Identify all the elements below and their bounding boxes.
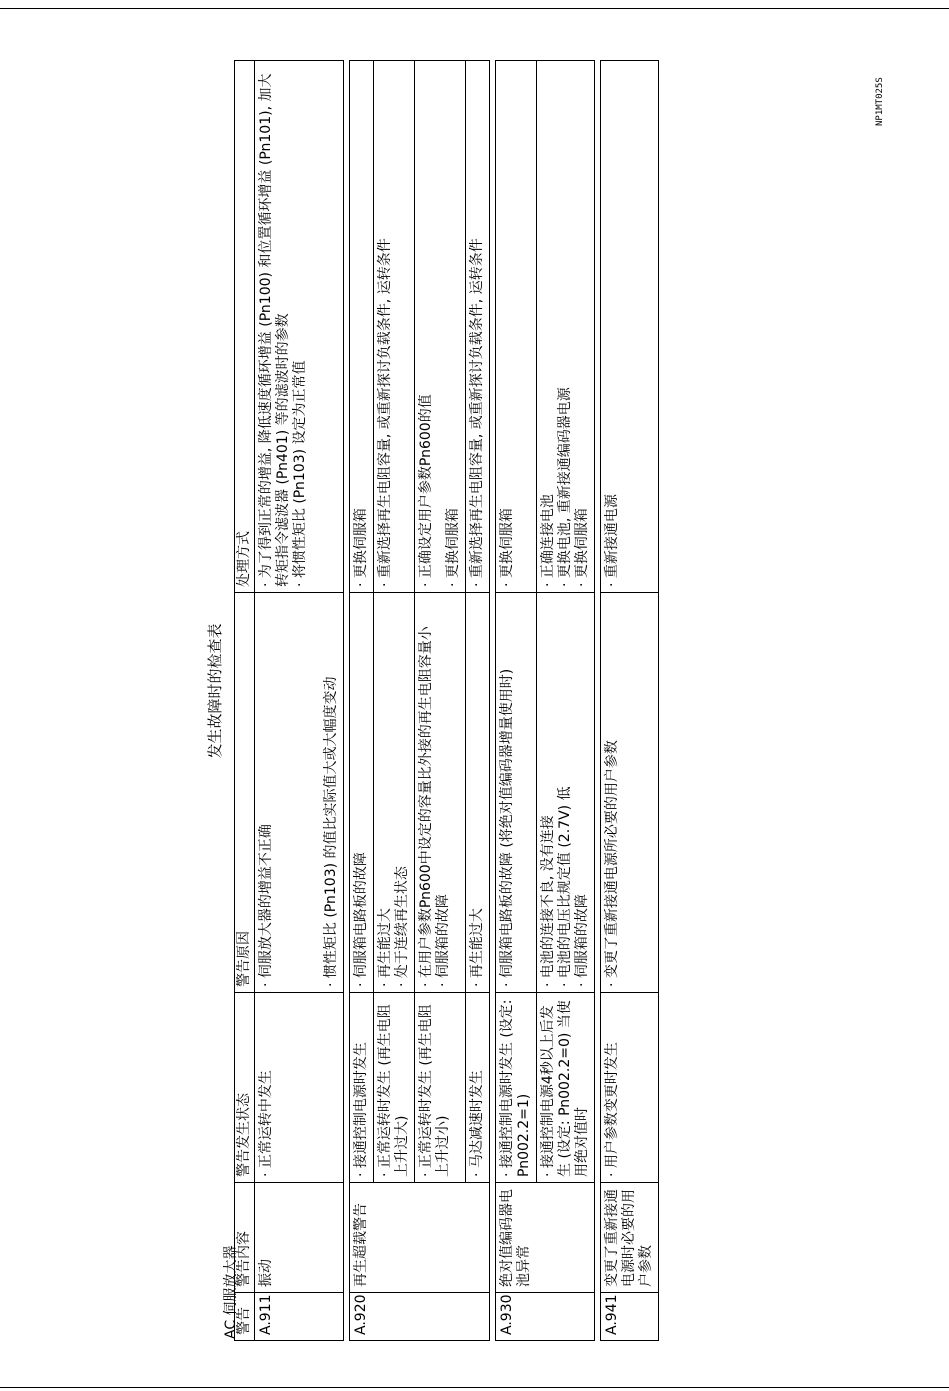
alarm-code: A.941 [601,1293,659,1341]
alarm-cause [496,593,537,993]
action-item: · 重新接通电源 [604,494,620,587]
cause-item: · 惯性矩比 (Pn103) 的值比实际值大或大幅度变动 [323,676,339,987]
alarm-action [415,61,466,593]
cause-item: · 伺服放大器的增益不正确 [258,824,274,987]
table-row [350,61,374,1341]
alarm-action [537,61,595,593]
cause-item: · 电池的电压比规定值 (2.7V) 低 [557,786,573,987]
alarm-action [374,61,415,593]
alarm-action [255,61,344,593]
action-item: · 更换伺服箱 [445,508,461,587]
alarm-code: A.911 [255,1293,344,1341]
header-code: 警告 [235,1293,255,1341]
alarm-cause [350,593,374,993]
alarm-action [496,61,537,593]
alarm-action [601,61,659,593]
cause-item: · 在用户参数Pn600中设定的容量比外接的再生电阻容量小 [418,626,434,987]
action-item: · 重新选择再生电阻容量, 或重新探讨负载条件, 运转条件 [377,238,393,587]
page-title: 发生故障时的检查表 [206,623,224,759]
alarm-state: · 正常运转中发生 [255,993,344,1183]
action-item: · 重新选择再生电阻容量, 或重新探讨负载条件, 运转条件 [469,238,485,587]
alarm-cause [374,593,415,993]
alarm-state: · 正常运转时发生 (再生电阻上升过小) [415,993,466,1183]
alarm-content: 再生超载警告 [350,1183,490,1293]
header-state: 警告发生状态 [235,993,255,1183]
figure-code: NP1MT025S [875,77,885,126]
cause-item: · 变更了重新接通电源所必要的用户参数 [604,740,620,987]
cause-item: · 处于连续再生状态 [394,866,410,987]
table-row [601,61,659,1341]
alarm-state: · 正常运转时发生 (再生电阻上升过大) [374,993,415,1183]
action-item: · 正确设定用户参数Pn600的值 [418,394,434,587]
cause-item: · 伺服箱电路板的故障 [353,852,369,987]
alarm-cause [415,593,466,993]
header-content: 警告内容 [235,1183,255,1293]
action-item: · 为了得到正常的增益, 降低速度循环增益 (Pn100) 和位置循环增益 (Pn101), 加大转矩指令滤波器 (Pn401) 等的滤波时的参数 [258,73,291,587]
alarm-code: A.930 [496,1293,595,1341]
alarm-cause [466,593,490,993]
alarm-cause [537,593,595,993]
table-row [537,61,595,1341]
table-row [415,61,466,1341]
header-action: 处理方式 [235,61,255,593]
alarm-cause [601,593,659,993]
alarm-content: 变更了重新接通电源时必要的用户参数 [601,1183,659,1293]
cause-item: · 再生能过大 [469,908,485,987]
alarm-action [466,61,490,593]
table-row [466,61,490,1341]
action-item: · 更换电池, 重新接通编码器电源 [557,387,573,587]
action-item: · 更换伺服箱 [499,508,515,587]
cause-item: · 伺服箱电路板的故障 (将绝对值编码器增量使用时) [499,668,515,987]
alarm-content: 振动 [255,1183,344,1293]
header-cause: 警告原因 [235,593,255,993]
alarm-state: · 马达减速时发生 [466,993,490,1183]
alarm-state: · 接通控制电源4秒以上后发生 (设定: Pn002.2=0) 当使用绝对值时 [537,993,595,1183]
cause-item: · 伺服箱的故障 [574,894,590,987]
action-item: · 正确连接电池 [540,494,556,587]
cause-item: · 再生能过大 [377,908,393,987]
alarm-state: · 用户参数变更时发生 [601,993,659,1183]
cause-item: · 伺服箱的故障 [435,894,451,987]
alarm-code: A.920 [350,1293,490,1341]
action-item: · 将惯性矩比 (Pn103) 设定为正常值 [292,360,308,587]
table-header-row [235,61,255,1341]
alarm-cause [255,593,344,993]
alarm-table [234,60,659,1341]
table-row [374,61,415,1341]
table-row [496,61,537,1341]
alarm-action [350,61,374,593]
alarm-state: · 接通控制电源时发生 [350,993,374,1183]
product-name: AC 伺服放大器 [223,1245,239,1339]
alarm-content: 绝对值编码器电池异常 [496,1183,595,1293]
cause-item: · 电池的连接不良, 没有连接 [540,815,556,987]
alarm-state: · 接通控制电源时发生 (设定: Pn002.2=1) [496,993,537,1183]
table-row [255,61,344,1341]
action-item: · 更换伺服箱 [353,508,369,587]
action-item: · 更换伺服箱 [574,508,590,587]
